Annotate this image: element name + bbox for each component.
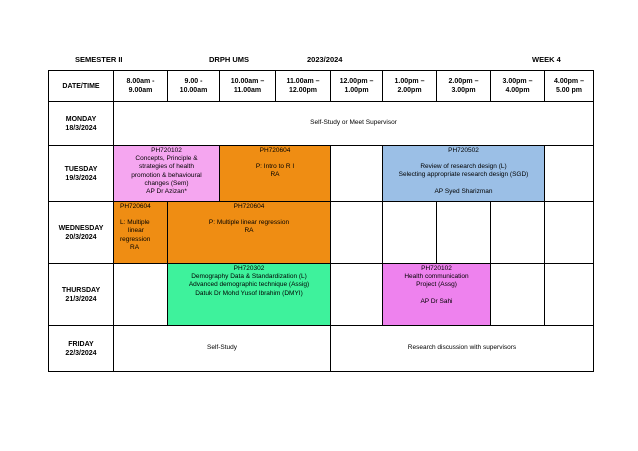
day-label-thursday: THURSDAY 21/3/2024	[49, 264, 114, 326]
tuesday-class-ph720102: PH720102 Concepts, Principle & strategies of health promotion & behavioural changes (Sem) AP Dr Azizan*	[114, 146, 220, 202]
wednesday-empty-2	[383, 202, 437, 264]
wednesday-empty-4	[491, 202, 545, 264]
time-slot-8: 3.00pm – 4.00pm	[491, 71, 545, 102]
thursday-row	[49, 264, 594, 326]
time-slot-5: 12.00pm – 1.00pm	[331, 71, 383, 102]
time-header-row	[49, 71, 594, 102]
tuesday-class-ph720604: PH720604 P: Intro to R I RA	[220, 146, 331, 202]
thursday-empty-early	[114, 264, 168, 326]
time-slot-9: 4.00pm – 5.00 pm	[545, 71, 594, 102]
wednesday-empty-3	[437, 202, 491, 264]
wednesday-row	[49, 202, 594, 264]
wednesday-empty-1	[331, 202, 383, 264]
tuesday-class-ph720502: PH720502 Review of research design (L) Selecting appropriate research design (SGD) AP Syed Sharizman	[383, 146, 545, 202]
friday-row	[49, 326, 594, 372]
corner-cell: DATE/TIME	[49, 71, 114, 102]
weekly-timetable	[48, 70, 594, 372]
tuesday-empty-lunch	[331, 146, 383, 202]
time-slot-2: 9.00 - 10.00am	[168, 71, 220, 102]
academic-year-label: 2023/2024	[307, 55, 343, 64]
wednesday-class-ph720604-lecture: PH720604 L: Multiple linear regression RA	[114, 202, 168, 264]
timetable-header	[0, 55, 638, 67]
thursday-empty-3pm	[491, 264, 545, 326]
thursday-class-ph720102: PH720102 Health communication Project (Assg) AP Dr Sahi	[383, 264, 491, 326]
time-slot-3: 10.00am – 11.00am	[220, 71, 276, 102]
thursday-class-ph720302: PH720302 Demography Data & Standardization (L) Advanced demographic technique (Assig) Datuk Dr Mohd Yusof Ibrahim (DMYI)	[168, 264, 331, 326]
wednesday-class-ph720604-practical: PH720604 P: Multiple linear regression RA	[168, 202, 331, 264]
time-slot-6: 1.00pm – 2.00pm	[383, 71, 437, 102]
time-slot-7: 2.00pm – 3.00pm	[437, 71, 491, 102]
day-label-wednesday: WEDNESDAY 20/3/2024	[49, 202, 114, 264]
tuesday-row	[49, 146, 594, 202]
monday-row	[49, 102, 594, 146]
day-label-friday: FRIDAY 22/3/2024	[49, 326, 114, 372]
thursday-empty-lunch	[331, 264, 383, 326]
tuesday-empty-late	[545, 146, 594, 202]
wednesday-empty-5	[545, 202, 594, 264]
friday-morning-activity: Self-Study	[114, 326, 331, 372]
day-label-tuesday: TUESDAY 19/3/2024	[49, 146, 114, 202]
semester-label: SEMESTER II	[75, 55, 123, 64]
day-label-monday: MONDAY 18/3/2024	[49, 102, 114, 146]
time-slot-1: 8.00am - 9.00am	[114, 71, 168, 102]
friday-afternoon-activity: Research discussion with supervisors	[331, 326, 594, 372]
time-slot-4: 11.00am – 12.00pm	[276, 71, 331, 102]
monday-activity: Self-Study or Meet Supervisor	[114, 102, 594, 146]
program-label: DRPH UMS	[209, 55, 250, 64]
week-label: WEEK 4	[532, 55, 561, 64]
thursday-empty-4pm	[545, 264, 594, 326]
